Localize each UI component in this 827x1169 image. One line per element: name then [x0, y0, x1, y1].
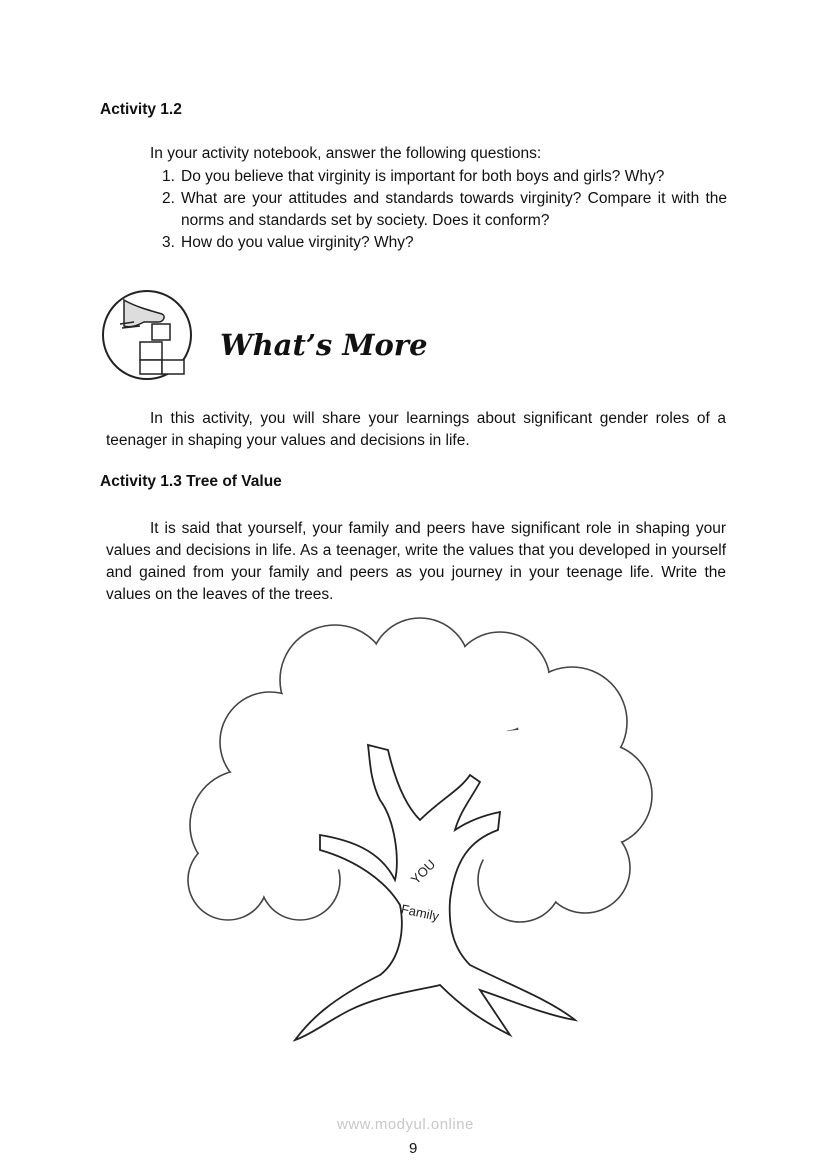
whats-more-intro: In this activity, you will share your learnings about significant gender roles of a teenager in shaping your values and decisions in life.	[106, 410, 726, 449]
page-number: 9	[409, 1140, 418, 1157]
activity-1-3-instructions: It is said that yourself, your family and peers have significant role in shaping your values and decisions in life. As a teenager, write the values that you developed in yourself and gained from your family and peers as you journey in your teenage life. Write the values on the leaves of the trees.	[106, 520, 726, 603]
activity-1-2-heading: Activity 1.2	[100, 101, 182, 118]
activity-1-3-heading: Activity 1.3 Tree of Value	[100, 473, 282, 490]
question-number: 3.	[162, 234, 175, 251]
whats-more-title: What’s More	[220, 328, 428, 362]
question-number: 1.	[162, 168, 175, 185]
question-text: Do you believe that virginity is important for both boys and girls? Why?	[181, 168, 665, 185]
question-number: 2.	[162, 190, 175, 207]
watermark: www.modyul.online	[337, 1116, 474, 1133]
tree-label-you: YOU	[407, 856, 439, 888]
question-text: What are your attitudes and standards towards virginity? Compare it with the norms and standards set by society. Does it conform?	[181, 190, 727, 229]
activity-1-2-intro: In your activity notebook, answer the following questions:	[150, 145, 542, 162]
question-text: How do you value virginity? Why?	[181, 234, 414, 251]
tree-label-family: Family	[399, 901, 441, 924]
